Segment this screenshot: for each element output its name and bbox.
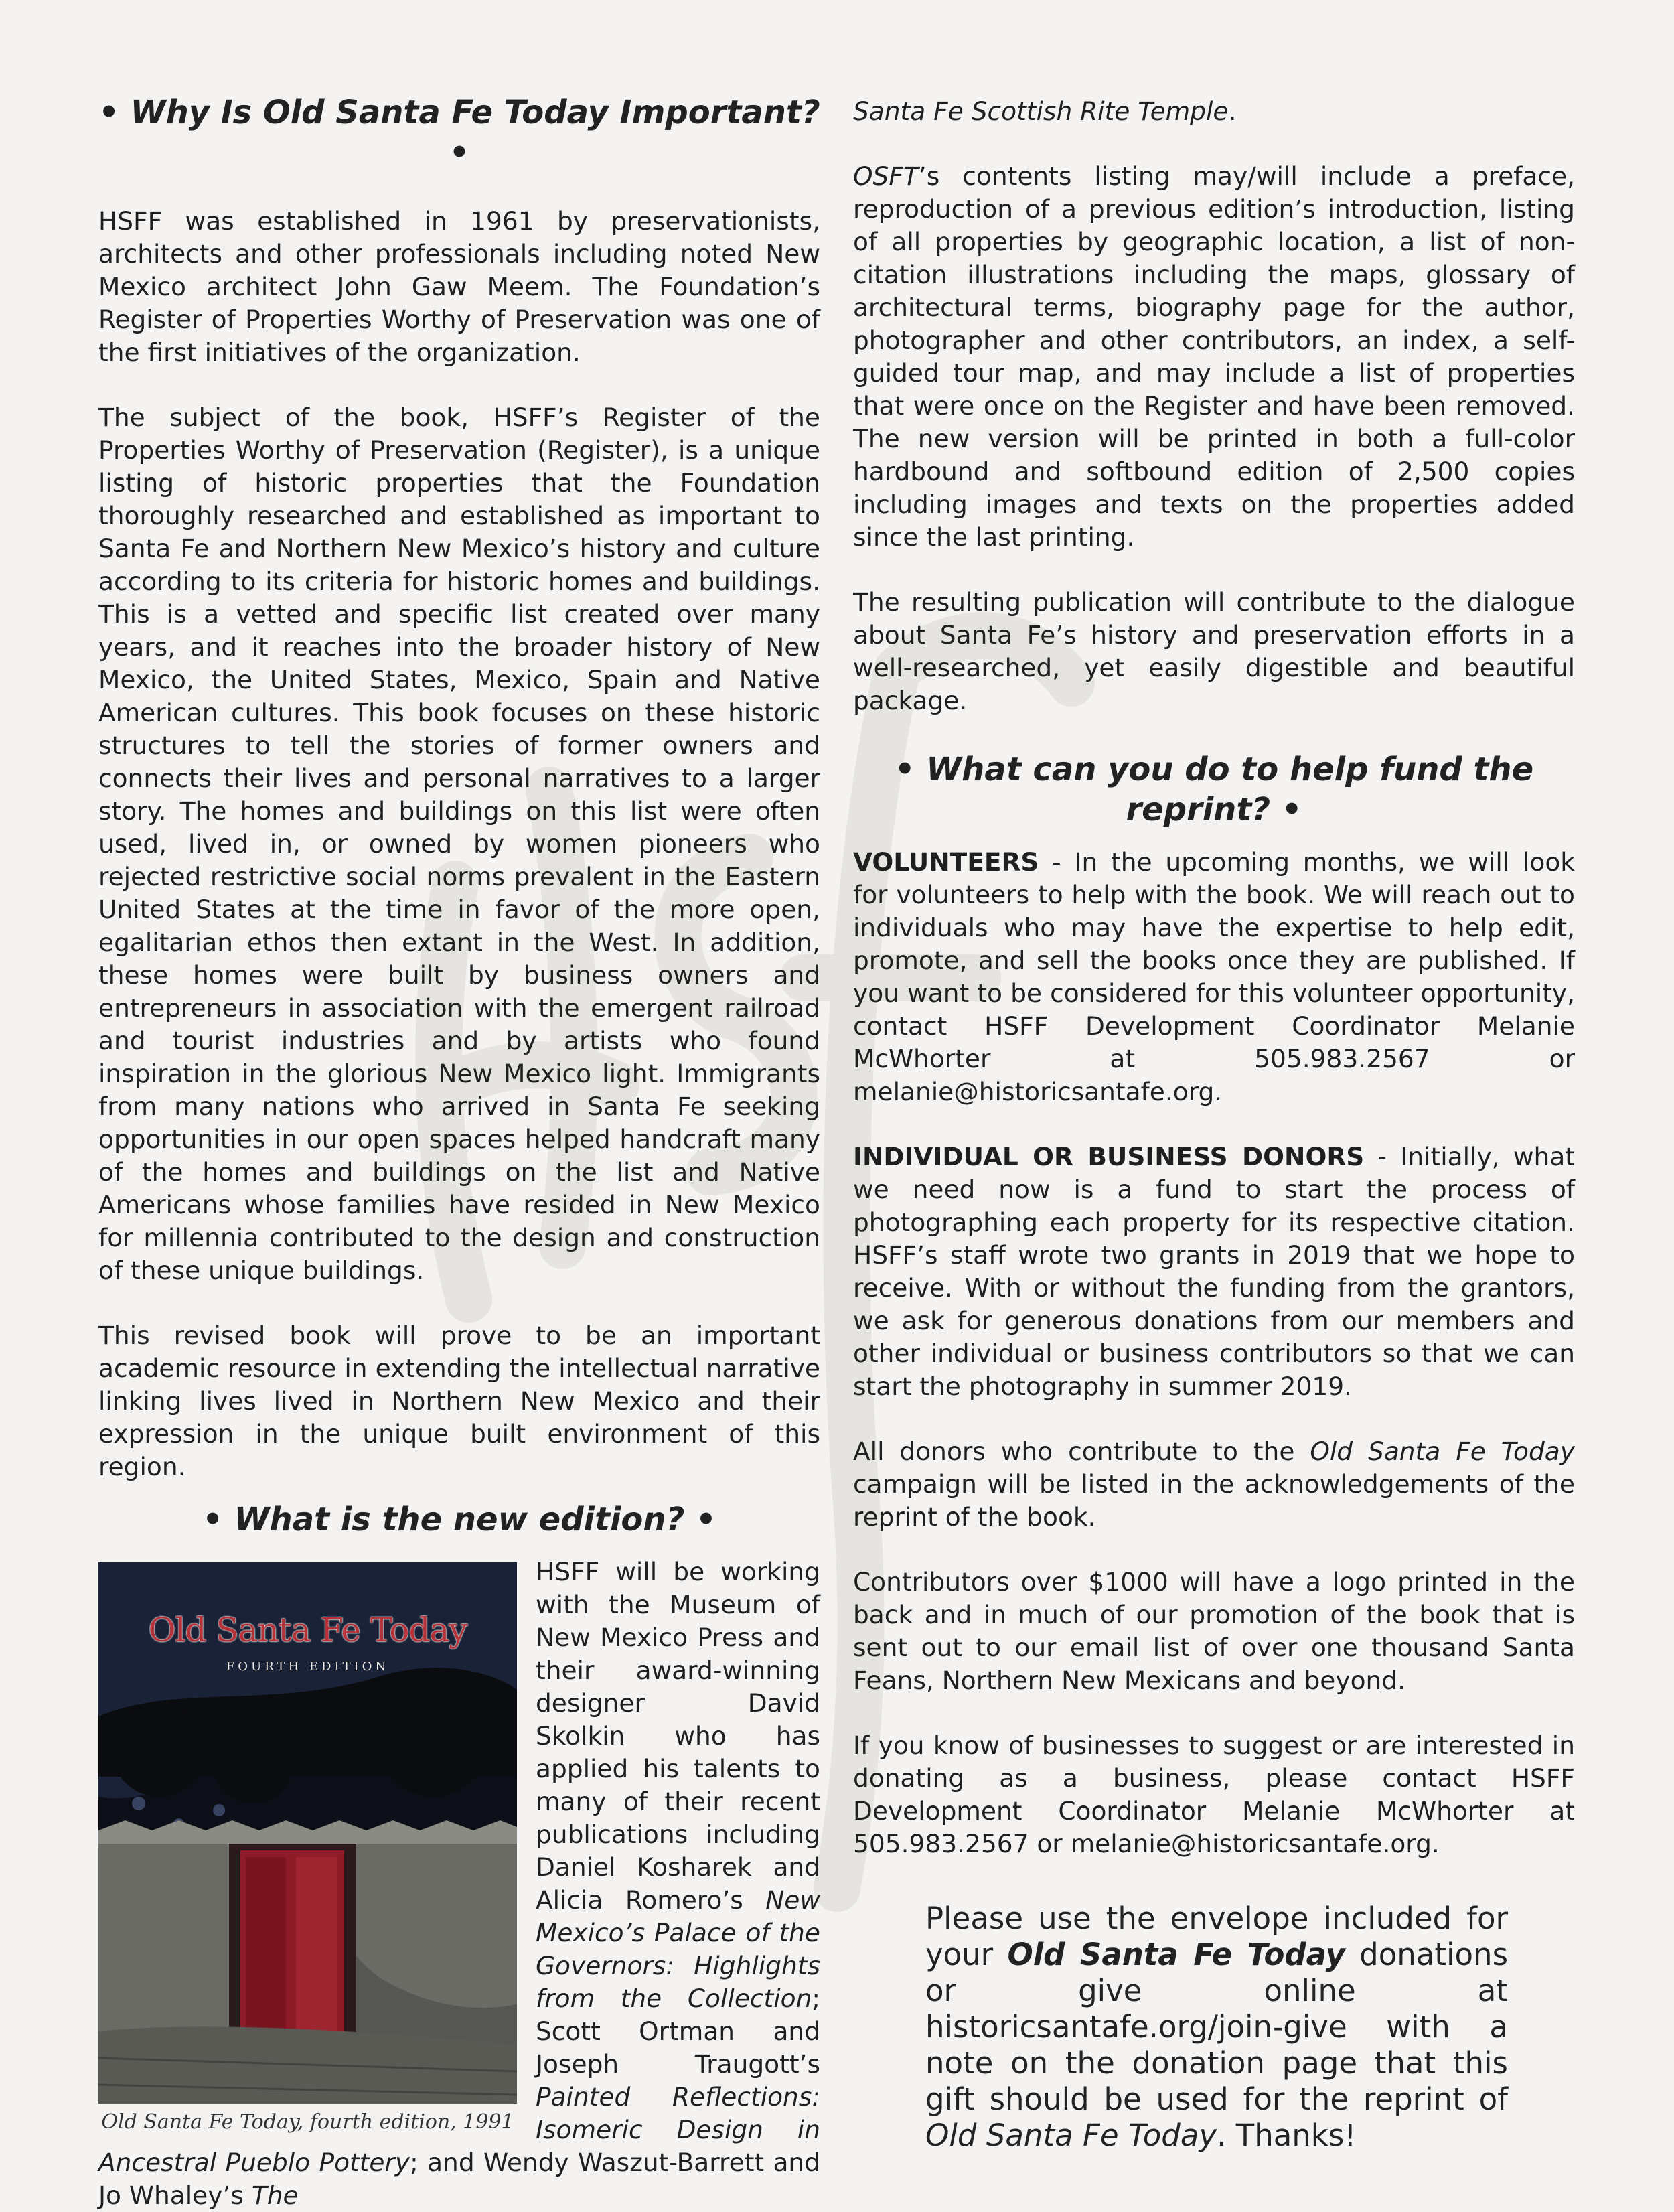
closing-book-title: Old Santa Fe Today [925, 2118, 1217, 2153]
new-edition-section [98, 1556, 820, 2212]
closing-text-c: donations or give online at historicsantafe.org/join-give with a note on the donation page that this gift should be used for the reprint of [925, 1937, 1509, 2117]
book-title-scottish-rite: Santa Fe Scottish Rite Temple [853, 96, 1229, 126]
paragraph-businesses: If you know of businesses to suggest or are interested in donating as a business, please contact HSFF Development Coordinator Melanie McWhorter at 505.983.2567 or melanie@historicsantafe.org. [853, 1730, 1575, 1858]
paragraph-contents-listing [853, 160, 1575, 554]
closing-callout [925, 1901, 1508, 2154]
continued-title-line [853, 95, 1575, 128]
continued-period: . [1228, 96, 1237, 126]
paragraph-donors [853, 1140, 1575, 1403]
paragraph-resulting-publication: The resulting publication will contribute to the dialogue about Santa Fe’s history and preservation efforts in a well-researched, yet easily digestible and beautiful package. [853, 587, 1575, 715]
closing-book-title-bold: Old Santa Fe Today [1007, 1937, 1345, 1972]
book-title-painted-reflections: Painted Reflections: Isomeric Design in Ancestral Pueblo Pottery [98, 2082, 820, 2177]
paragraph-hsff-established: HSFF was established in 1961 by preservationists, architects and other professionals including noted New Mexico architect John Gaw Meem. The Foundation’s Register of Properties Worthy of Preservation was one of the first initiatives of the organization. [98, 206, 820, 367]
book-cover-image [98, 1562, 517, 2104]
new-edition-text-c: ; Scott Ortman and Joseph Traugott’s [536, 1984, 820, 2079]
new-edition-text-e: ; and Wendy Waszut-Barrett and Jo Whaley’s [98, 2148, 820, 2210]
volunteers-text: - In the upcoming months, we will look for volunteers to help with the book. We will reach out to individuals who may have the expertise to help edit, promote, and sell the books once they are published. If you want to be considered for this volunteer opportunity, contact HSFF Development Coordinator Melanie McWhorter at 505.983.2567 or melanie@historicsantafe.org. [853, 847, 1575, 1106]
new-edition-text-a: HSFF will be working with the Museum of New Mexico Press and their award-winning designer David Skolkin who has applied his talents to many of their recent publications including Daniel Kosharek and Alicia Romero’s [536, 1557, 820, 1915]
all-donors-text-a: All donors who contribute to the [853, 1436, 1310, 1466]
paragraph-contributors: Contributors over $1000 will have a logo printed in the back and in much of our promotion of the book that is sent out to our email list of over one thousand Santa Feans, Northern New Mexicans and beyond. [853, 1567, 1575, 1695]
paragraph-volunteers [853, 846, 1575, 1108]
right-column [853, 92, 1575, 2154]
cover-caption: Old Santa Fe Today, fourth edition, 1991 [101, 2110, 514, 2134]
osft-abbrev: OSFT [853, 161, 919, 191]
cover-title: Old Santa Fe Today [148, 1611, 467, 1649]
paragraph-all-donors [853, 1435, 1575, 1534]
cover-subtitle: FOURTH EDITION [226, 1660, 390, 1674]
heading-help-fund: • What can you do to help fund the reprint? • [894, 751, 1534, 828]
all-donors-text-c: campaign will be listed in the acknowledgements of the reprint of the book. [853, 1469, 1575, 1532]
paragraph-subject-of-book: The subject of the book, HSFF’s Register of the Properties Worthy of Preservation (Register), is a unique listing of historic properties that the Foundation thoroughly researched and established as important to Santa Fe and Northern New Mexico’s history and culture according to its criteria for historic homes and buildings. This is a vetted and specific list created over many years, and it reaches into the broader history of New Mexico, the United States, Mexico, Spain and Native American cultures. This book focuses on these historic structures to tell the stories of former owners and connects their lives and personal narratives to a larger story. The homes and buildings on this list were often used, lived in, or owned by women pioneers who rejected restrictive social norms prevalent in the Eastern United States at the time in favor of the more open, egalitarian ethos then extant in the West. In addition, these homes were built by business owners and entrepreneurs in association with the emergent railroad and tourist industries and by artists who found inspiration in the glorious New Mexico light. Immigrants from many nations who arrived in Santa Fe seeking opportunities in our open spaces helped handcraft many of the homes and buildings on the list and Native Americans whose families have resided in New Mexico for millennia contributed to the design and construction of these unique buildings. [98, 402, 820, 1285]
contents-listing-text: ’s contents listing may/will include a preface, reproduction of a previous edition’s introduction, listing of all properties by geographic location, a list of non-citation illustrations including the maps, glossary of architectural terms, biography page for the author, photographer and other contributors, an index, a self-guided tour map, and may include a list of properties that were once on the Register and have been removed. The new version will be printed in both a full-color hardbound and softbound edition of 2,500 copies including images and texts on the properties added since the last printing. [853, 161, 1575, 552]
left-column [98, 92, 820, 2212]
volunteers-label: VOLUNTEERS [853, 847, 1039, 877]
donors-label: INDIVIDUAL OR BUSINESS DONORS [853, 1142, 1365, 1171]
closing-thanks: . Thanks! [1217, 2118, 1357, 2153]
heading-new-edition: • What is the new edition? • [202, 1501, 716, 1538]
all-donors-book-title: Old Santa Fe Today [1310, 1436, 1575, 1466]
book-title-palace-governors: New Mexico’s Palace of the Governors: Highlights from the Collection [536, 1885, 820, 2013]
donors-text: - Initially, what we need now is a fund to start the process of photographing each property for its respective citation. HSFF’s staff wrote two grants in 2019 that we hope to receive. With or without the funding from the grantors, we ask for generous donations from our members and other individual or business contributors so that we can start the photography in summer 2019. [853, 1142, 1575, 1401]
closing-text-a: Please use the envelope included for your [925, 1901, 1508, 1972]
heading-why-important: • Why Is Old Santa Fe Today Important? • [98, 94, 820, 171]
paragraph-revised-book: This revised book will prove to be an important academic resource in extending the intellectual narrative linking lives lived in Northern New Mexico and their expression in the unique built environment of this region. [98, 1321, 820, 1481]
new-edition-text-the: The [251, 2181, 299, 2210]
